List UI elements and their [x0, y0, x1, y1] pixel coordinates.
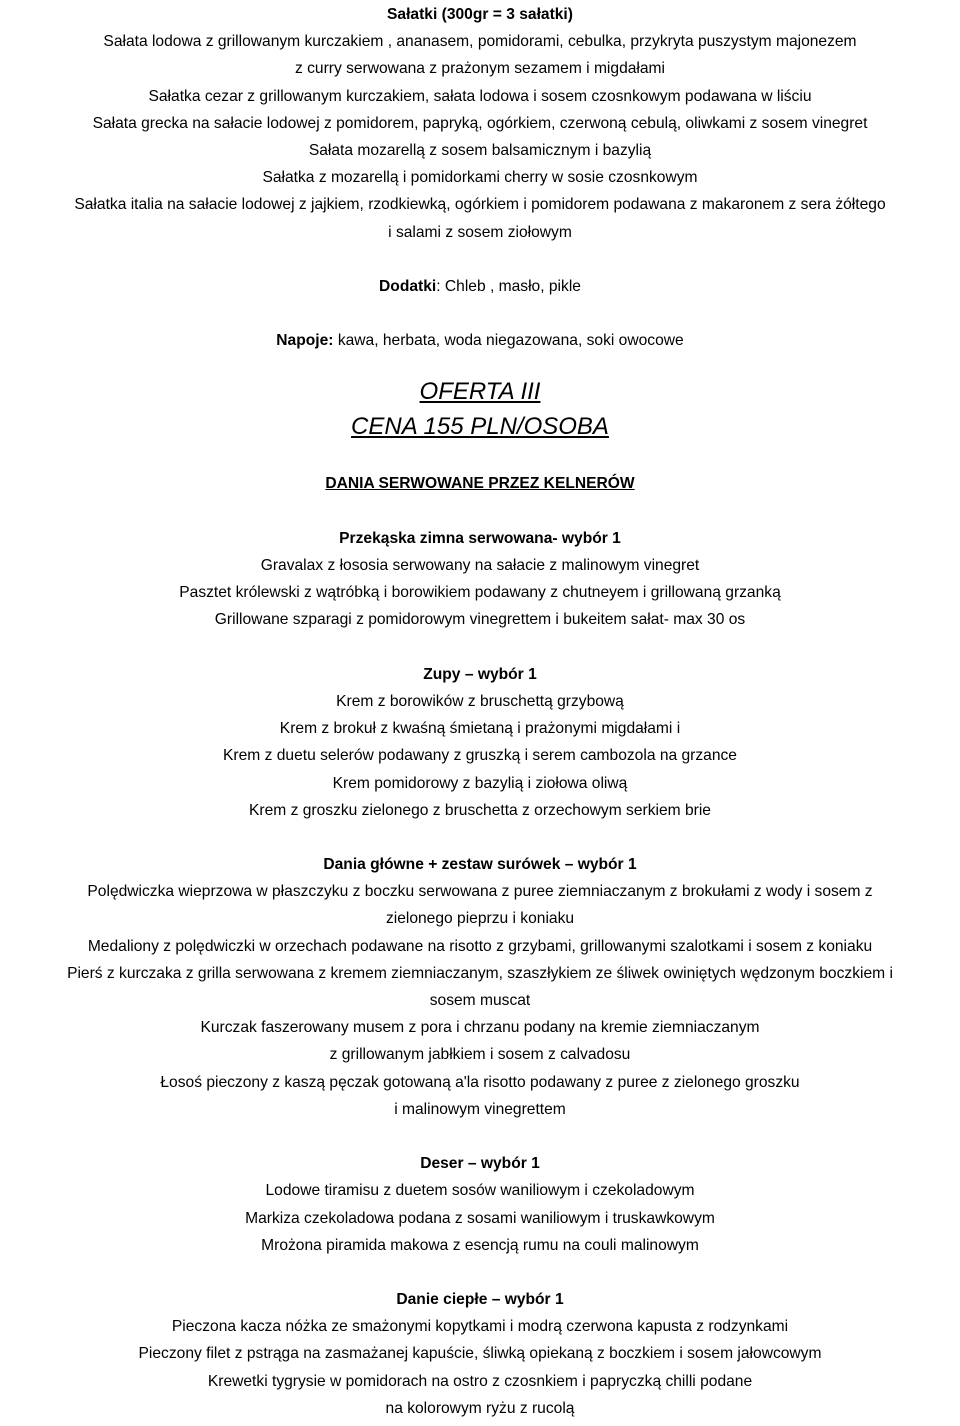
menu-item: Pieczony filet z pstrąga na zasmażanej kapuście, śliwką opiekaną z boczkiem i sosem jałowcowym — [138, 1345, 822, 1363]
extras-value: : Chleb , masło, pikle — [436, 277, 581, 295]
salads-heading: Sałatki (300gr = 3 sałatki) — [387, 6, 573, 23]
menu-item: Pierś z kurczaka z grilla serwowana z kremem ziemniaczanym, szaszłykiem ze śliwek owiniętych wędzonym boczkiem i — [67, 964, 893, 982]
hot-dish-heading: Danie ciepłe – wybór 1 — [396, 1291, 564, 1309]
cold-starter-heading: Przekąska zimna serwowana- wybór 1 — [339, 529, 621, 547]
salad-line: Sałatka cezar z grillowanym kurczakiem, sałata lodowa i sosem czosnkowym podawana w liściu — [148, 87, 812, 105]
menu-item: Krem pomidorowy z bazylią i ziołowa oliwą — [332, 774, 628, 792]
menu-item: Mrożona piramida makowa z esencją rumu na couli malinowym — [261, 1236, 699, 1254]
menu-item: Lodowe tiramisu z duetem sosów waniliowym i czekoladowym — [265, 1182, 695, 1200]
menu-item: Medaliony z polędwiczki w orzechach podawane na risotto z grzybami, grillowanymi szalotkami i sosem z koniaku — [87, 937, 873, 955]
menu-item: z grillowanym jabłkiem i sosem z calvadosu — [329, 1046, 631, 1064]
menu-item: Krewetki tygrysie w pomidorach na ostro z czosnkiem i papryczką chilli podane — [207, 1372, 753, 1390]
menu-item: Łosoś pieczony z kaszą pęczak gotowaną a'la risotto podawany z puree z zielonego groszku — [160, 1073, 800, 1091]
salad-line: Sałata grecka na sałacie lodowej z pomidorem, papryką, ogórkiem, czerwoną cebulą, oliwkami z sosem vinegret — [92, 114, 868, 132]
menu-item: Krem z duetu selerów podawany z gruszką i serem cambozola na grzance — [223, 747, 737, 765]
salad-line: Sałata lodowa z grillowanym kurczakiem , ananasem, pomidorami, cebulka, przykryta puszystym majonezem — [103, 33, 857, 51]
salad-line: Sałata mozarellą z sosem balsamicznym i bazylią — [308, 141, 652, 159]
dessert-heading: Deser – wybór 1 — [420, 1155, 540, 1173]
drinks-line — [0, 327, 960, 354]
menu-item: sosem muscat — [429, 992, 531, 1009]
offer-title: OFERTA III — [419, 378, 541, 406]
offer-price: CENA 155 PLN/OSOBA — [351, 413, 609, 441]
extras-line — [0, 273, 960, 300]
menu-item: Krem z borowików z bruschettą grzybową — [336, 692, 624, 710]
menu-item: Gravalax z łososia serwowany na sałacie z malinowym vinegret — [260, 557, 700, 574]
mains-heading: Dania główne + zestaw surówek – wybór 1 — [323, 856, 637, 874]
extras-label: Dodatki — [379, 277, 437, 295]
menu-item: Markiza czekoladowa podana z sosami waniliowym i truskawkowym — [245, 1209, 715, 1227]
menu-item: zielonego pieprzu i koniaku — [385, 910, 575, 928]
drinks-label: Napoje: — [276, 332, 334, 350]
salad-line: z curry serwowana z prażonym sezamem i migdałami — [294, 60, 666, 78]
menu-item: Kurczak faszerowany musem z pora i chrzanu podany na kremie ziemniaczanym — [200, 1019, 760, 1037]
soups-heading: Zupy – wybór 1 — [423, 665, 537, 683]
menu-item: Grillowane szparagi z pomidorowym vinegrettem i bukeitem sałat- max 30 os — [214, 611, 746, 629]
salad-line: i salami z sosem ziołowym — [388, 223, 572, 241]
menu-item: na kolorowym ryżu z rucolą — [385, 1399, 575, 1417]
menu-item: Pasztet królewski z wątróbką i borowikiem podawany z chutneyem i grillowaną grzanką — [179, 584, 781, 602]
menu-item: i malinowym vinegrettem — [394, 1100, 566, 1118]
menu-item: Krem z brokuł z kwaśną śmietaną i prażonymi migdałami i — [279, 720, 681, 738]
drinks-value: kawa, herbata, woda niegazowana, soki owocowe — [333, 332, 684, 350]
salad-line: Sałatka z mozarellą i pomidorkami cherry w sosie czosnkowym — [262, 169, 698, 187]
served-heading: DANIA SERWOWANE PRZEZ KELNERÓW — [325, 475, 635, 493]
menu-item: Krem z groszku zielonego z bruschetta z orzechowym serkiem brie — [249, 801, 711, 819]
salad-line: Sałatka italia na sałacie lodowej z jajkiem, rzodkiewką, ogórkiem i pomidorem podawana z makaronem z sera żółtego — [74, 196, 886, 214]
menu-item: Pieczona kacza nóżka ze smażonymi kopytkami i modrą czerwona kapusta z rodzynkami — [171, 1318, 789, 1336]
menu-item: Polędwiczka wieprzowa w płaszczyku z boczku serwowana z puree ziemniaczanym z brokułami z wody i sosem z — [87, 883, 873, 901]
